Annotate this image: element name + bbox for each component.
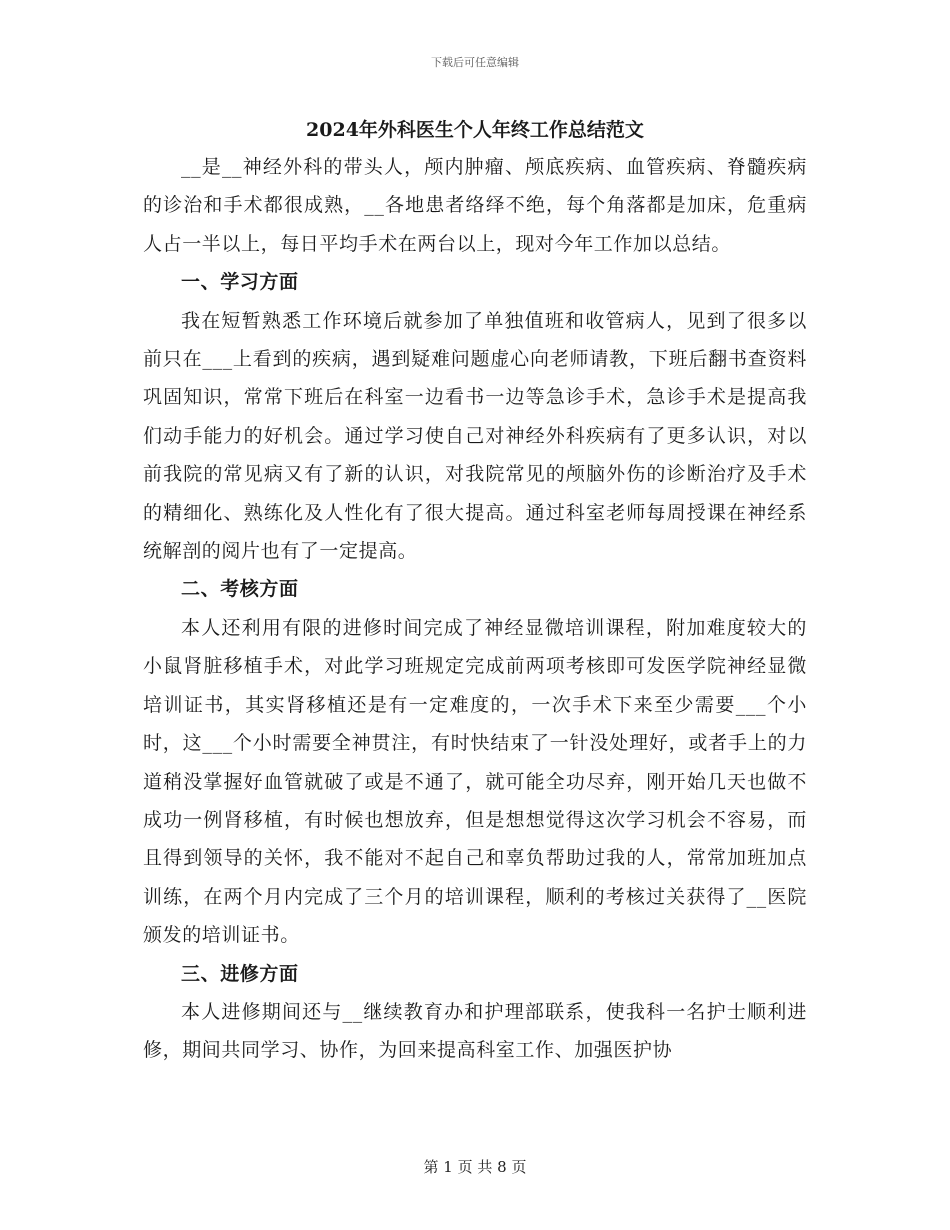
section-heading-training: 三、进修方面 [181, 962, 299, 985]
section-body-study: 我在短暂熟悉工作环境后就参加了单独值班和收管病人，见到了很多以前只在___上看到的疾病，遇到疑难问题虚心向老师请教，下班后翻书查资料巩固知识，常常下班后在科室一边看书一边等急诊手术，急诊手术是提高我们动手能力的好机会。通过学习使自己对神经外科疾病有了更多认识，对以前我院的常见病又有了新的认识，对我院常见的颅脑外伤的诊断治疗及手术的精细化、熟练化及人性化有了很大提高。通过科室老师每周授课在神经系统解剖的阅片也有了一定提高。 [143, 309, 807, 563]
page-header: 下载后可任意编辑 [431, 56, 519, 69]
section-body-training: 本人进修期间还与__继续教育办和护理部联系，使我科一名护士顺利进修，期间共同学习、协作，为回来提高科室工作、加强医护协 [143, 1000, 807, 1062]
page-footer: 第 1 页 共 8 页 [423, 1158, 527, 1176]
intro-paragraph: __是__神经外科的带头人，颅内肿瘤、颅底疾病、血管疾病、脊髓疾病的诊治和手术都很成熟，__各地患者络绎不绝，每个角落都是加床，危重病人占一半以上，每日平均手术在两台以上，现对今年工作加以总结。 [143, 156, 807, 255]
document-body [143, 112, 807, 1070]
section-heading-assessment: 二、考核方面 [181, 578, 299, 601]
document-title: 2024年外科医生个人年终工作总结范文 [306, 119, 644, 141]
section-body-assessment: 本人还利用有限的进修时间完成了神经显微培训课程，附加难度较大的小鼠肾脏移植手术，对此学习班规定完成前两项考核即可发医学院神经显微培训证书，其实肾移植还是有一定难度的，一次手术下来至少需要___个小时，这___个小时需要全神贯注，有时快结束了一针没处理好，或者手上的力道稍没掌握好血管就破了或是不通了，就可能全功尽弃，刚开始几天也做不成功一例肾移植，有时候也想放弃，但是想想觉得这次学习机会不容易，而且得到领导的关怀，我不能对不起自己和辜负帮助过我的人，常常加班加点训练，在两个月内完成了三个月的培训课程，顺利的考核过关获得了__医院颁发的培训证书。 [143, 616, 807, 947]
section-heading-study: 一、学习方面 [181, 271, 299, 294]
